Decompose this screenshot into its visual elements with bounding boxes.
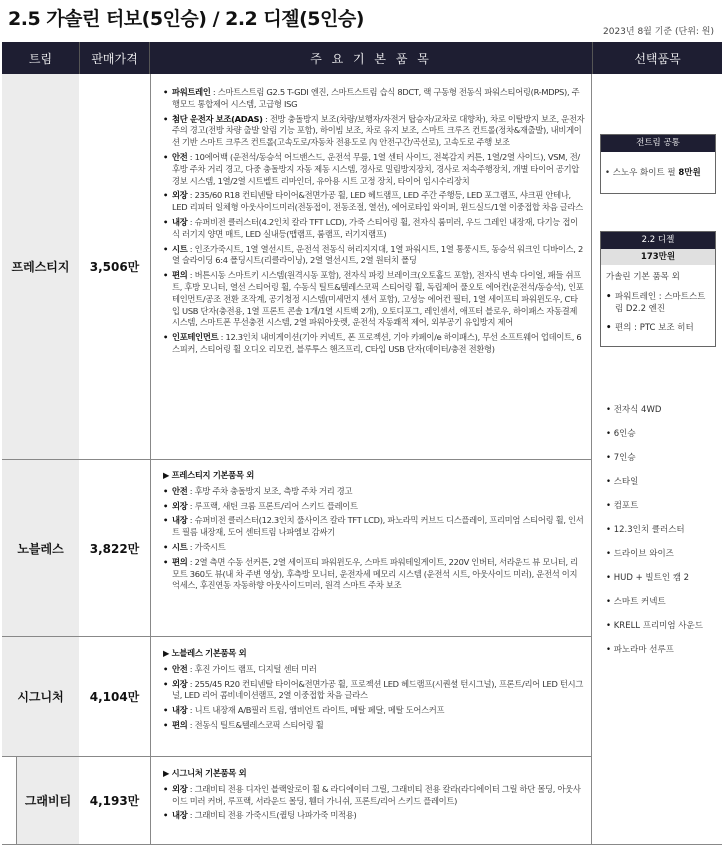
list-item: • 편의 : 버튼시동 스마트키 시스템(원격시동 포함), 전자식 파킹 브레이크(오토홀드 포함), 전자식 변속 다이얼, 패들 쉬프트, 후방 모니터, 열선 스티어링 휠, 수동식 틸트&텔레스코픽 스티어링 휠, 독립제어 풀오토 에어컨(운전석/동승석), 인포테인먼트/공조 전환 조작계, 공기청정 시스템(미세먼지 센서 포함), 고성능 에어컨 필터, 1열 세이프티 파워윈도우, C타입 USB 단자(충전용, 1열 프론트 콘솔 1개/1열 시트백 2개), 오토디포그, 레인센서, 애프터 블로우, 하이패스 자동결제 시스템, 스마트폰 무선충전 시스템, 2열 파워아웃렛, 운전석 자동쾌적 제어, 외부공기 유입방지 제어 [163, 270, 585, 329]
diesel-intro: 가솔린 기본 품목 외 [606, 272, 680, 282]
trim-price: 3,822만 [79, 460, 150, 637]
list-item: • 시트 : 인조가죽시트, 1열 열선시트, 운전석 전동식 허리지지대, 1열 파워시트, 1열 통풍시트, 동승석 워크인 디바이스, 2열 슬라이딩 6:4 폴딩시트(리클라이닝), 2열 열선시트, 2열 원터치 폴딩 [163, 244, 585, 268]
option-box-header: 전트림 공통 [601, 135, 715, 152]
list-item: • 파워트레인 : 스마트스트림 G2.5 T-GDI 엔진, 스마트스트림 습식 8DCT, 랙 구동형 전동식 파워스티어링(R-MDPS), 주행모드 통합제어 시스템, 고급형 ISG [163, 87, 585, 111]
trim-name: 시그니처 [2, 637, 79, 757]
diesel-price: 173만원 [601, 249, 715, 265]
list-item: • 파워트레인 : 스마트스트림 D2.2 엔진 [606, 291, 710, 315]
option-box-diesel [600, 231, 716, 347]
option-item: • KRELL 프리미엄 사운드 [606, 619, 703, 631]
list-item: • 외장 : 그래비티 전용 디자인 블랙알로이 휠 & 라디에이터 그릴, 그래비티 전용 칼라(라디에이터 그릴 하단 몰딩, 아웃사이드 미러 커버, 루프랙, 서라운드 몰딩, 휀더 가니쉬, 프론트/리어 스키드 플레이트) [163, 784, 585, 808]
page-title: 2.5 가솔린 터보(5인승) / 2.2 디젤(5인승) [8, 8, 364, 30]
option-item: • HUD + 빌트인 캠 2 [606, 571, 689, 583]
header-price: 판매가격 [79, 42, 149, 74]
option-item: • 스타일 [606, 475, 638, 487]
list-item: • 편의 : 2열 측면 수동 선커튼, 2열 세이프티 파워윈도우, 스마트 파워테일게이트, 220V 인버터, 서라운드 뷰 모니터, 리모트 360도 뷰(내 차 주변 영상), 후측방 모니터, 운전자세 메모리 시스템 (운전석 시트, 아웃사이드 미러), 운전석 이지 억세스, 후진연동 자동하향 아웃사이드미러, 원격 스마트 주차 보조 [163, 557, 585, 592]
option-item: • 스마트 커넥트 [606, 595, 666, 607]
list-item: • 안전 : 10에어백 (운전석/동승석 어드밴스드, 운전석 무릎, 1열 센터 사이드, 전복감지 커튼, 1열/2열 사이드), VSM, 전/후방 주차 거리 경고, 다중 충돌방지 자동 제동 시스템, 경사로 밀림방지장치, 경사로 저속주행장치, 개별 타이어 공기압 경보 시스템, 1열/2열 시트벨트 리마인더, 유아용 시트 고정 장치, 타이어 임시수리장치 [163, 152, 585, 187]
trim-name: 프레스티지 [2, 74, 79, 460]
trim-price: 4,193만 [79, 757, 150, 845]
list-item: • 내장 : 니트 내장재 A/B필러 트림, 앰비언트 라이트, 메탈 페달, 메탈 도어스커프 [163, 705, 585, 717]
list-item: • 내장 : 그래비티 전용 가죽시트(퀼팅 나파가죽 미적용) [163, 810, 585, 822]
option-item: • 7인승 [606, 451, 636, 463]
header-basic-items: 주 요 기 본 품 목 [149, 42, 592, 74]
option-item: • 12.3인치 클러스터 [606, 523, 685, 535]
trim-price: 4,104만 [79, 637, 150, 757]
date-note: 2023년 8월 기준 (단위: 원) [603, 27, 714, 37]
option-item: • 컴포트 [606, 499, 638, 511]
list-item: • 내장 : 슈퍼비전 클러스터(12.3인치 풀사이즈 칼라 TFT LCD), 파노라믹 커브드 디스플레이, 프리미엄 스티어링 휠, 인서트 필름 내장재, 도어 센터트림 나파엠보 감싸기 [163, 515, 585, 539]
header-trim: 트림 [2, 42, 79, 74]
list-item: • 안전 : 후진 가이드 램프, 디지털 센터 미러 [163, 664, 585, 676]
section-heading: ▶ 시그니처 기본품목 외 [163, 768, 247, 778]
signature-items [150, 637, 592, 757]
list-item: • 시트 : 가죽시트 [163, 542, 585, 554]
option-item: • 스노우 화이트 펄 8만원 [605, 168, 701, 178]
list-item: • 외장 : 255/45 R20 컨티넨탈 타이어&전면가공 휠, 프로젝션 LED 헤드램프(시퀀셜 턴시그널), 프론트/리어 LED 턴시그널, LED 리어 콤비네이션램프, 2열 이중접합 차음 글라스 [163, 679, 585, 703]
section-heading: ▶ 프레스티지 기본품목 외 [163, 470, 254, 480]
list-item: • 인포테인먼트 : 12.3인치 내비게이션(기아 커넥트, 폰 프로젝션, 기아 카페이/e 하이패스), 무선 소프트웨어 업데이트, 6스피커, 스티어링 휠 오디오 리모컨, 블루투스 핸즈프리, C타입 USB 단자(데이터/충전 전환형) [163, 332, 585, 356]
gravity-items [150, 757, 592, 845]
prestige-items [150, 74, 592, 460]
list-item: • 편의 : 전동식 틸트&텔레스코픽 스티어링 휠 [163, 720, 585, 732]
bullet-icon: • [605, 168, 613, 178]
list-item: • 편의 : PTC 보조 히터 [606, 322, 710, 334]
list-item: • 첨단 운전자 보조(ADAS) : 전방 충돌방지 보조(차량/보행자/자전거 탑승자/교차로 대향차), 차로 이탈방지 보조, 운전자 주의 경고(전방 차량 출발 알림 기능 포함), 하이빔 보조, 차로 유지 보조, 스마트 크루즈 컨트롤(정차&재출발), 내비게이션 기반 스마트 크루즈 컨트롤(고속도로/자동차 전용도로 內 안전구간/곡선로), 고속도로 주행 보조 [163, 114, 585, 149]
option-item: • 전자식 4WD [606, 403, 661, 415]
option-box-common [600, 134, 716, 194]
list-item: • 외장 : 235/60 R18 컨티넨탈 타이어&전면가공 휠, LED 헤드램프, LED 주간 주행등, LED 포그램프, 샤크핀 안테나, LED 리피터 일체형 아웃사이드미러(전동접이, 전동조절, 열선), 에어로타입 와이퍼, 윈드실드/1열 이중접합 차음 글라스 [163, 190, 585, 214]
trim-name: 그래비티 [16, 757, 79, 845]
list-item: • 외장 : 루프랙, 새틴 크롬 프론트/리어 스키드 플레이트 [163, 501, 585, 513]
option-item: • 드라이브 와이즈 [606, 547, 674, 559]
noblesse-items [150, 460, 592, 637]
option-item: • 파노라마 선루프 [606, 643, 674, 655]
list-item: • 안전 : 후방 주차 충돌방지 보조, 측방 주차 거리 경고 [163, 486, 585, 498]
option-box-header: 2.2 디젤 [601, 232, 715, 249]
trim-price: 3,506만 [79, 74, 150, 460]
trim-name: 노블레스 [2, 460, 79, 637]
list-item: • 내장 : 슈퍼비전 클러스터(4.2인치 칼라 TFT LCD), 가죽 스티어링 휠, 전자식 룸미러, 우드 그레인 내장재, 다기능 접이식 러기지 양면 매트, LED 실내등(맵램프, 룸램프, 러기지램프) [163, 217, 585, 241]
section-heading: ▶ 노블레스 기본품목 외 [163, 648, 247, 658]
header-options: 선택품목 [592, 42, 722, 74]
option-item: • 6인승 [606, 427, 636, 439]
